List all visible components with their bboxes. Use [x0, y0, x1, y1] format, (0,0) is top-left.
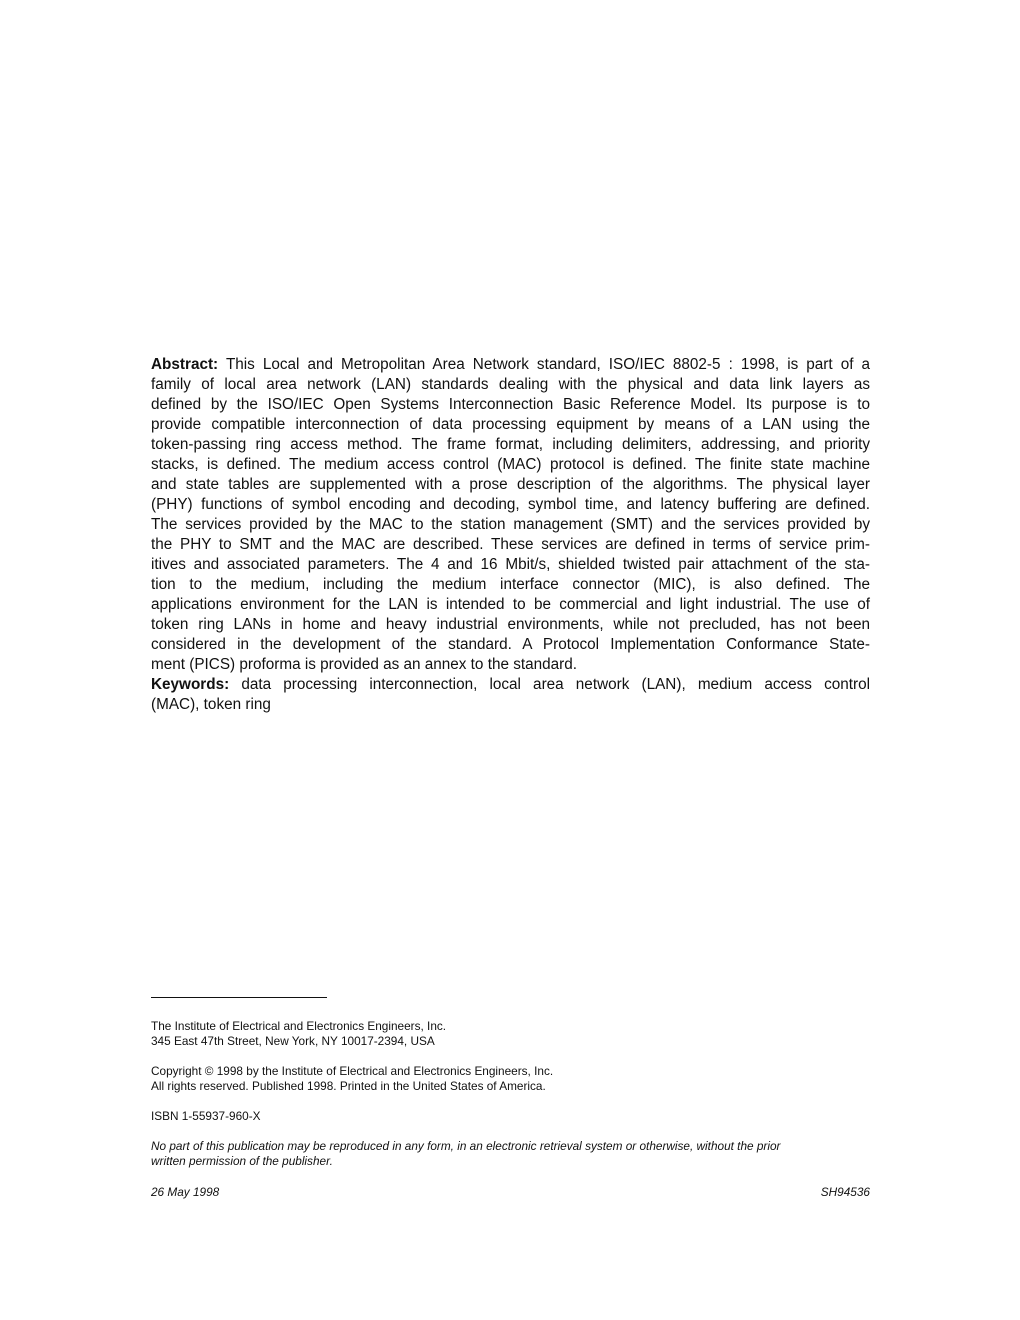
- notice-line: No part of this publication may be reproduced in any form, in an electronic retrieval system or otherwise, without the prior: [151, 1139, 781, 1153]
- notice-line: written permission of the publisher.: [151, 1154, 333, 1168]
- abstract-line: stacks, is defined. The medium access control (MAC) protocol is defined. The finite state machine: [151, 456, 870, 473]
- keywords-line: (MAC), token ring: [151, 696, 271, 713]
- footer-meta: [151, 1185, 870, 1200]
- abstract-line: The services provided by the MAC to the station management (SMT) and the services provided by: [151, 516, 870, 533]
- abstract-line: itives and associated parameters. The 4 and 16 Mbit/s, shielded twisted pair attachment of the sta-: [151, 556, 870, 573]
- publisher-name: The Institute of Electrical and Electronics Engineers, Inc.: [151, 1019, 447, 1033]
- abstract-text: This Local and Metropolitan Area Network standard, ISO/IEC 8802-5 : 1998, is part of a: [225, 356, 870, 373]
- footnote-rule: [151, 997, 327, 998]
- abstract-line: tion to the medium, including the medium interface connector (MIC), is also defined. The: [151, 576, 870, 593]
- abstract-line: defined by the ISO/IEC Open Systems Interconnection Basic Reference Model. Its purpose is to: [151, 396, 870, 413]
- abstract-line: applications environment for the LAN is intended to be commercial and light industrial. The use of: [151, 596, 870, 613]
- abstract-block: [151, 355, 870, 715]
- isbn: ISBN 1-55937-960-X: [151, 1109, 261, 1123]
- publisher-info: [151, 1019, 870, 1049]
- document-code: SH94536: [820, 1185, 870, 1199]
- abstract-line: token ring LANs in home and heavy industrial environments, while not precluded, has not been: [151, 616, 870, 633]
- keywords-line: [151, 675, 870, 695]
- rights-line: All rights reserved. Published 1998. Printed in the United States of America.: [151, 1079, 546, 1093]
- keywords-label: Keywords:: [151, 676, 230, 693]
- abstract-line: token-passing ring access method. The frame format, including delimiters, addressing, and priority: [151, 436, 870, 453]
- abstract-line: (PHY) functions of symbol encoding and decoding, symbol time, and latency buffering are defined.: [151, 496, 870, 513]
- abstract-line: and state tables are supplemented with a prose description of the algorithms. The physical layer: [151, 476, 870, 493]
- abstract-line: the PHY to SMT and the MAC are described. These services are defined in terms of service prim-: [151, 536, 870, 553]
- abstract-line: considered in the development of the standard. A Protocol Implementation Conformance State-: [151, 636, 870, 653]
- publication-date: 26 May 1998: [151, 1185, 220, 1199]
- publisher-address: 345 East 47th Street, New York, NY 10017-2394, USA: [151, 1034, 435, 1048]
- abstract-line: [151, 355, 870, 375]
- copyright-info: [151, 1064, 870, 1094]
- reproduction-notice: [151, 1139, 870, 1169]
- abstract-line: provide compatible interconnection of data processing equipment by means of a LAN using the: [151, 416, 870, 433]
- abstract-line: ment (PICS) proforma is provided as an annex to the standard.: [151, 656, 577, 673]
- abstract-line: family of local area network (LAN) standards dealing with the physical and data link layers as: [151, 376, 870, 393]
- copyright-line: Copyright © 1998 by the Institute of Electrical and Electronics Engineers, Inc.: [151, 1064, 554, 1078]
- abstract-label: Abstract:: [151, 356, 219, 373]
- keywords-text: data processing interconnection, local area network (LAN), medium access control: [241, 676, 871, 693]
